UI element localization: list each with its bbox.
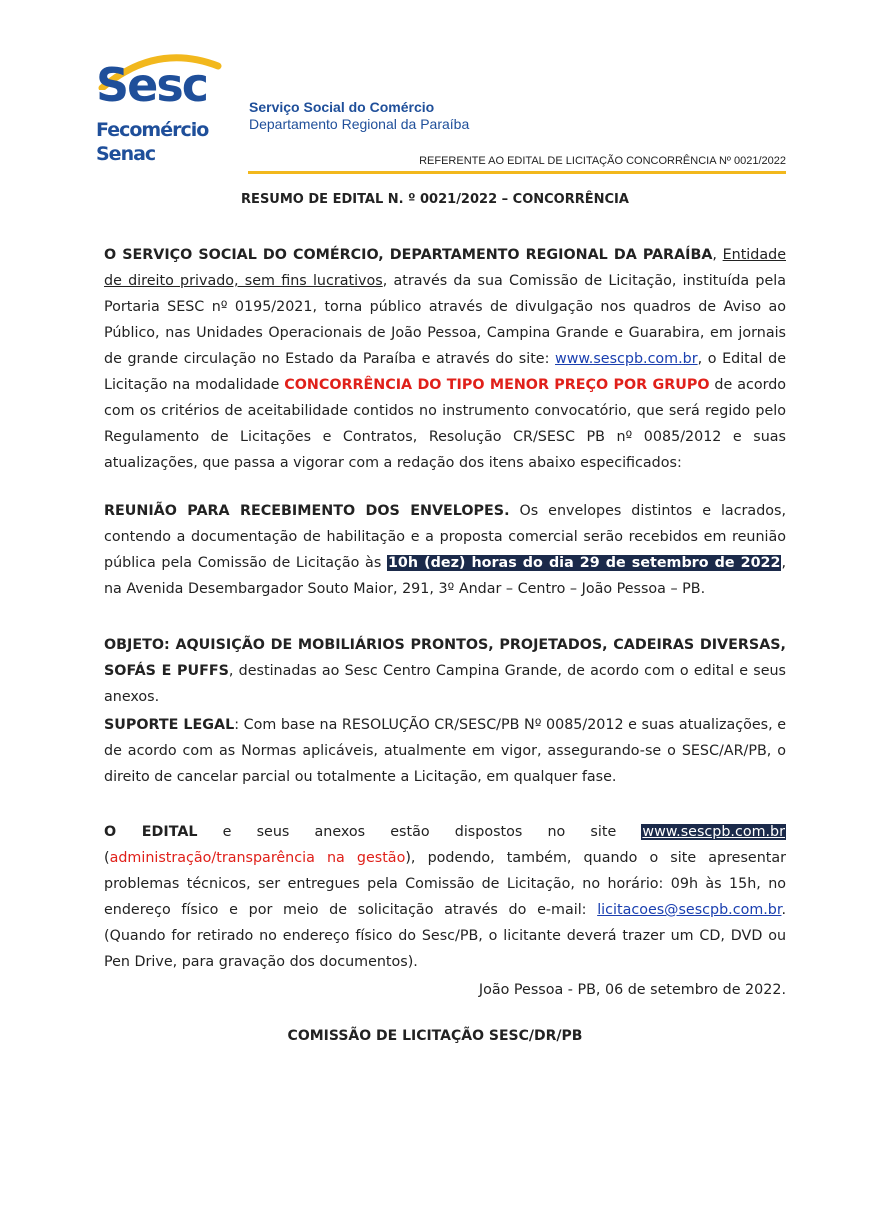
envelopes-heading: REUNIÃO PARA RECEBIMENTO DOS ENVELOPES. (104, 503, 510, 519)
objeto-text: , destinadas ao Sesc Centro Campina Grande, de acordo com o edital e seus anexos. (104, 663, 787, 705)
document-title: RESUMO DE EDITAL N. º 0021/2022 – CONCORRÊNCIA (241, 192, 629, 207)
paragraph-envelopes (104, 498, 786, 602)
edital-text-d: . (Quando for retirado no endereço físico do Sesc/PB, o licitante deverá trazer um CD, DVD ou Pen Drive, para gravação dos documentos). (104, 902, 786, 970)
envelopes-text-b: , na Avenida Desembargador Souto Maior, 291, 3º Andar – Centro – João Pessoa – PB. (104, 555, 786, 597)
edital-site-link[interactable]: www.sescpb.com.br (642, 824, 785, 840)
signoff: COMISSÃO DE LICITAÇÃO SESC/DR/PB (287, 1028, 583, 1044)
edital-text-b: ( (104, 850, 110, 866)
logo-senac-text: Senac (96, 143, 156, 165)
suporte-heading: SUPORTE LEGAL (104, 717, 235, 733)
edital-heading: O EDITAL (104, 824, 198, 840)
paragraph-suporte-legal (104, 712, 786, 790)
entity-description: Entidade de direito privado, sem fins lucrativos (104, 247, 786, 289)
logo-fecomercio-text: Fecomércio (96, 119, 209, 141)
date-line: João Pessoa - PB, 06 de setembro de 2022. (478, 982, 786, 998)
intro-text-a: , através da sua Comissão de Licitação, instituída pela Portaria SESC nº 0195/2021, torna público através de divulgação nos quadros de Aviso ao Público, nas Unidades Operacionais de João Pessoa, Campina Grande e Guarabira, em jornais de grande circulação no Estado da Paraíba e através do site: (104, 273, 786, 367)
paragraph-objeto (104, 632, 786, 710)
objeto-heading: OBJETO: AQUISIÇÃO DE MOBILIÁRIOS PRONTOS, PROJETADOS, CADEIRAS DIVERSAS, SOFÁS E PUFFS (104, 637, 786, 679)
suporte-text: : Com base na RESOLUÇÃO CR/SESC/PB Nº 0085/2012 e suas atualizações, e de acordo com as Normas aplicáveis, atualmente em vigor, assegurando-se o SESC/AR/PB, o direito de cancelar parcial ou totalmente a Licitação, em qualquer fase. (104, 717, 787, 785)
edital-text-a: e seus anexos estão dispostos no site (197, 824, 642, 840)
edital-text-c: ), podendo, também, quando o site apresentar problemas técnicos, ser entregues pela Comissão de Licitação, no horário: 09h às 15h, no endereço físico e por meio de solicitação através do e-mail: (104, 850, 786, 918)
header-divider (248, 171, 786, 174)
org-department: Departamento Regional da Paraíba (249, 116, 470, 132)
site-link[interactable]: www.sescpb.com.br (555, 351, 698, 367)
paragraph-intro: O SERVIÇO SOCIAL DO COMÉRCIO, DEPARTAMENTO REGIONAL DA PARAÍBA, Entidade de direito privado, sem fins lucrativos, através da sua Comissão de Licitação, instituída pela Portaria SESC nº 0195/2021, torna público através de divulgação nos quadros de Aviso ao Público, nas Unidades Operacionais de João Pessoa, Campina Grande e Guarabira, em jornais de grande circulação no Estado da Paraíba e através do site: www.sescpb.com.br, o Edital de Licitação na modalidade CONCORRÊNCIA DO TIPO MENOR PREÇO POR GRUPO de acordo com os critérios de aceitabilidade contidos no instrumento convocatório, que será regido pelo Regulamento de Licitações e Contratos, Resolução CR/SESC PB nº 0085/2012 e suas atualizações, que passa a vigorar com a redação dos itens abaixo especificados: (104, 247, 787, 471)
email-link[interactable]: licitacoes@sescpb.com.br (597, 902, 782, 918)
org-bold-name: O SERVIÇO SOCIAL DO COMÉRCIO, DEPARTAMENTO REGIONAL DA PARAÍBA (104, 247, 713, 263)
modality-text: CONCORRÊNCIA DO TIPO MENOR PREÇO POR GRUPO (284, 377, 710, 393)
paragraph-edital (104, 819, 786, 975)
logo-sesc-text: Sesc (96, 58, 207, 112)
envelopes-text-a: Os envelopes distintos e lacrados, contendo a documentação de habilitação e a proposta comercial serão recebidos em reunião pública pela Comissão de Licitação às (104, 503, 787, 571)
org-name: Serviço Social do Comércio (249, 99, 435, 115)
intro-text-c: de acordo com os critérios de aceitabilidade contidos no instrumento convocatório, que será regido pelo Regulamento de Licitações e Contratos, Resolução CR/SESC PB nº 0085/2012 e suas atualizações, que passa a vigorar com a redação dos itens abaixo especificados: (104, 377, 787, 471)
edital-reference: REFERENTE AO EDITAL DE LICITAÇÃO CONCORRÊNCIA Nº 0021/2022 (419, 155, 786, 167)
meeting-datetime-highlight: 10h (dez) horas do dia 29 de setembro de 2022 (387, 555, 781, 571)
sesc-logo (96, 50, 226, 170)
site-path: administração/transparência na gestão (109, 850, 406, 866)
intro-text-b: , o Edital de Licitação na modalidade (104, 351, 786, 393)
